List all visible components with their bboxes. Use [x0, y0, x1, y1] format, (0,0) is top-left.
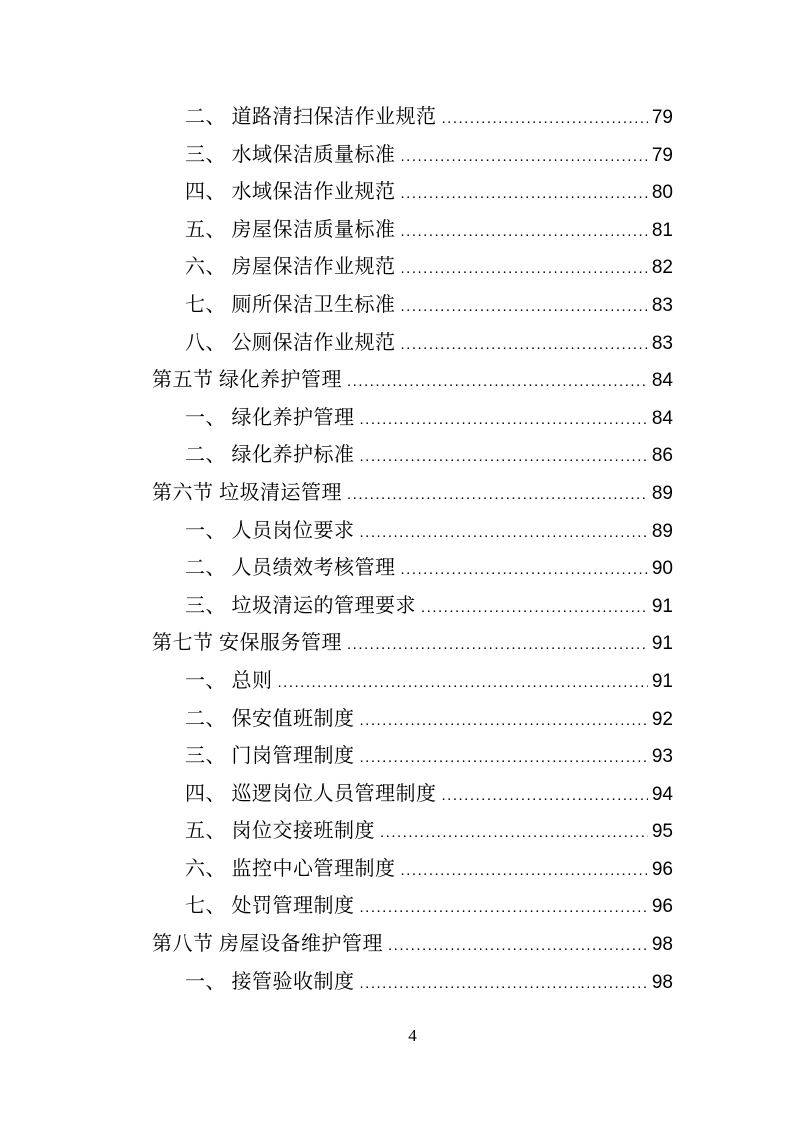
- toc-entry-page: 84: [651, 370, 673, 392]
- toc-entry[interactable]: [152, 663, 673, 701]
- toc-entry-label: 六、 监控中心管理制度: [185, 857, 396, 880]
- toc-entry-label: 七、 厕所保洁卫生标准: [185, 293, 396, 316]
- toc-entry-page: 95: [651, 821, 673, 843]
- toc-entry-page: 98: [651, 934, 673, 956]
- toc-entry-label: 二、 人员绩效考核管理: [185, 557, 396, 580]
- toc-entry-label: 五、 房屋保洁质量标准: [185, 218, 396, 241]
- toc-entry-page: 90: [651, 558, 673, 580]
- table-of-contents: [152, 99, 673, 1001]
- toc-entry[interactable]: [152, 588, 673, 626]
- toc-dot-leader: [442, 777, 648, 815]
- toc-entry[interactable]: [152, 964, 673, 1002]
- toc-dot-leader: [360, 965, 648, 1003]
- toc-dot-leader: [401, 175, 648, 213]
- toc-dot-leader: [401, 288, 648, 326]
- toc-entry-label: 一、 接管验收制度: [185, 970, 355, 993]
- toc-entry[interactable]: [152, 249, 673, 287]
- toc-entry-page: 91: [651, 595, 673, 617]
- toc-dot-leader: [401, 551, 648, 589]
- toc-entry-page: 98: [651, 971, 673, 993]
- toc-entry[interactable]: [152, 701, 673, 739]
- toc-entry[interactable]: [152, 325, 673, 363]
- toc-entry-label: 一、 总则: [185, 669, 273, 692]
- toc-entry-label: 一、 人员岗位要求: [185, 519, 355, 542]
- toc-entry[interactable]: [152, 437, 673, 475]
- toc-entry-page: 83: [651, 294, 673, 316]
- toc-entry-page: 89: [651, 482, 673, 504]
- toc-entry-label: 一、 绿化养护管理: [185, 406, 355, 429]
- toc-entry-page: 86: [651, 445, 673, 467]
- toc-entry-page: 80: [651, 182, 673, 204]
- toc-entry-label: 三、 水域保洁质量标准: [185, 143, 396, 166]
- toc-entry[interactable]: [152, 475, 673, 513]
- toc-dot-leader: [401, 213, 648, 251]
- toc-dot-leader: [347, 363, 648, 401]
- toc-entry-page: 89: [651, 520, 673, 542]
- toc-entry-page: 91: [651, 670, 673, 692]
- toc-entry-label: 六、 房屋保洁作业规范: [185, 256, 396, 279]
- page-footer: [152, 1026, 673, 1046]
- toc-entry-label: 四、 巡逻岗位人员管理制度: [185, 782, 437, 805]
- toc-dot-leader: [421, 589, 648, 627]
- toc-entry[interactable]: [152, 926, 673, 964]
- toc-entry[interactable]: [152, 550, 673, 588]
- toc-entry-page: 96: [651, 896, 673, 918]
- toc-entry-page: 94: [651, 783, 673, 805]
- toc-dot-leader: [388, 927, 648, 965]
- toc-entry-label: 二、 道路清扫保洁作业规范: [185, 106, 437, 128]
- toc-dot-leader: [360, 739, 648, 777]
- footer-page-number: 4: [408, 1026, 417, 1045]
- toc-entry-label: 第六节 垃圾清运管理: [152, 481, 342, 504]
- toc-entry-page: 91: [651, 633, 673, 655]
- toc-entry[interactable]: [152, 888, 673, 926]
- toc-dot-leader: [401, 250, 648, 288]
- toc-entry-page: 82: [651, 257, 673, 279]
- toc-entry[interactable]: [152, 287, 673, 325]
- toc-entry-label: 二、 绿化养护标准: [185, 444, 355, 467]
- toc-entry[interactable]: [152, 212, 673, 250]
- toc-entry-label: 第七节 安保服务管理: [152, 632, 342, 655]
- toc-entry[interactable]: [152, 738, 673, 776]
- toc-dot-leader: [360, 514, 648, 552]
- toc-dot-leader: [360, 889, 648, 927]
- toc-entry-label: 第八节 房屋设备维护管理: [152, 933, 383, 956]
- toc-dot-leader: [401, 138, 648, 176]
- toc-entry-label: 二、 保安值班制度: [185, 707, 355, 730]
- toc-entry-page: 81: [651, 219, 673, 241]
- toc-entry-label: 五、 岗位交接班制度: [185, 820, 375, 843]
- toc-entry[interactable]: [152, 174, 673, 212]
- toc-entry-page: 79: [651, 144, 673, 166]
- toc-entry-label: 八、 公厕保洁作业规范: [185, 331, 396, 354]
- toc-entry-page: 79: [651, 107, 673, 128]
- toc-dot-leader: [360, 438, 648, 476]
- toc-entry-label: 四、 水域保洁作业规范: [185, 181, 396, 204]
- toc-dot-leader: [360, 702, 648, 740]
- toc-dot-leader: [347, 476, 648, 514]
- toc-entry[interactable]: [152, 137, 673, 175]
- toc-dot-leader: [401, 326, 648, 364]
- toc-dot-leader: [278, 664, 648, 702]
- toc-entry[interactable]: [152, 813, 673, 851]
- toc-entry[interactable]: [152, 99, 673, 137]
- toc-entry-page: 96: [651, 858, 673, 880]
- toc-entry[interactable]: [152, 400, 673, 438]
- toc-entry-label: 三、 垃圾清运的管理要求: [185, 594, 416, 617]
- toc-entry[interactable]: [152, 851, 673, 889]
- toc-entry[interactable]: [152, 362, 673, 400]
- toc-entry-label: 七、 处罚管理制度: [185, 895, 355, 918]
- toc-entry-label: 第五节 绿化养护管理: [152, 369, 342, 392]
- toc-entry-page: 84: [651, 407, 673, 429]
- toc-entry[interactable]: [152, 513, 673, 551]
- toc-entry-page: 92: [651, 708, 673, 730]
- toc-entry-page: 83: [651, 332, 673, 354]
- toc-entry-label: 三、 门岗管理制度: [185, 745, 355, 768]
- toc-dot-leader: [401, 852, 648, 890]
- toc-entry[interactable]: [152, 625, 673, 663]
- toc-dot-leader: [360, 401, 648, 439]
- toc-dot-leader: [347, 626, 648, 664]
- toc-entry[interactable]: [152, 776, 673, 814]
- toc-dot-leader: [380, 814, 648, 852]
- toc-entry-page: 93: [651, 746, 673, 768]
- toc-dot-leader: [442, 100, 648, 138]
